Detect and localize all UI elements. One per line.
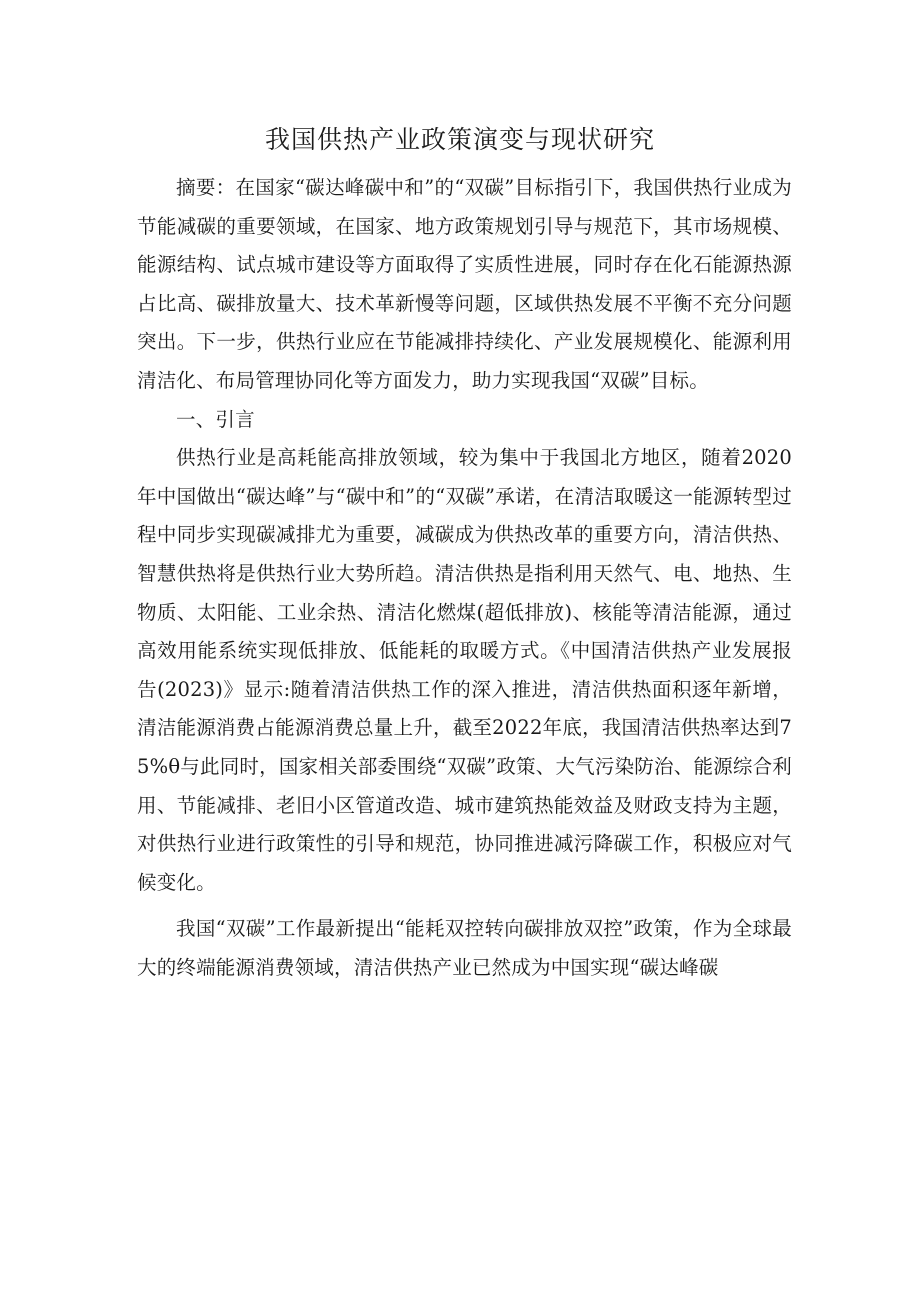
document-title: 我国供热产业政策演变与现状研究 (264, 125, 655, 154)
document-body (137, 169, 792, 987)
abstract-paragraph: 摘要：在国家“碳达峰碳中和”的“双碳”目标指引下，我国供热行业成为节能减碳的重要领域，在国家、地方政策规划引导与规范下，其市场规模、能源结构、试点城市建设等方面取得了实质性进展，同时存在化石能源热源占比高、碳排放量大、技术革新慢等问题，区域供热发展不平衡不充分问题突出。下一步，供热行业应在节能减排持续化、产业发展规模化、能源利用清洁化、布局管理协同化等方面发力，助力实现我国“双碳”目标。 (137, 176, 792, 392)
body-paragraph-2: 我国“双碳”工作最新提出“能耗双控转向碳排放双控”政策，作为全球最大的终端能源消费领域，清洁供热产业已然成为中国实现“碳达峰碳 (137, 917, 792, 979)
section-heading: 一、引言 (176, 407, 255, 431)
body-paragraph-1: 供热行业是高耗能高排放领域，较为集中于我国北方地区，随着2020年中国做出“碳达峰”与“碳中和”的“双碳”承诺，在清洁取暖这一能源转型过程中同步实现碳减排尤为重要，减碳成为供热改革的重要方向，清洁供热、智慧供热将是供热行业大势所趋。清洁供热是指利用天然气、电、地热、生物质、太阳能、工业余热、清洁化燃煤(超低排放)、核能等清洁能源，通过高效用能系统实现低排放、低能耗的取暖方式。《中国清洁供热产业发展报告(2023)》显示:随着清洁供热工作的深入推进，清洁供热面积逐年新增，清洁能源消费占能源消费总量上升，截至2022年底，我国清洁供热率达到75%θ与此同时，国家相关部委围绕“双碳”政策、大气污染防治、能源综合利用、节能减排、老旧小区管道改造、城市建筑热能效益及财政支持为主题，对供热行业进行政策性的引导和规范，协同推进减污降碳工作，积极应对气候变化。 (137, 446, 792, 894)
